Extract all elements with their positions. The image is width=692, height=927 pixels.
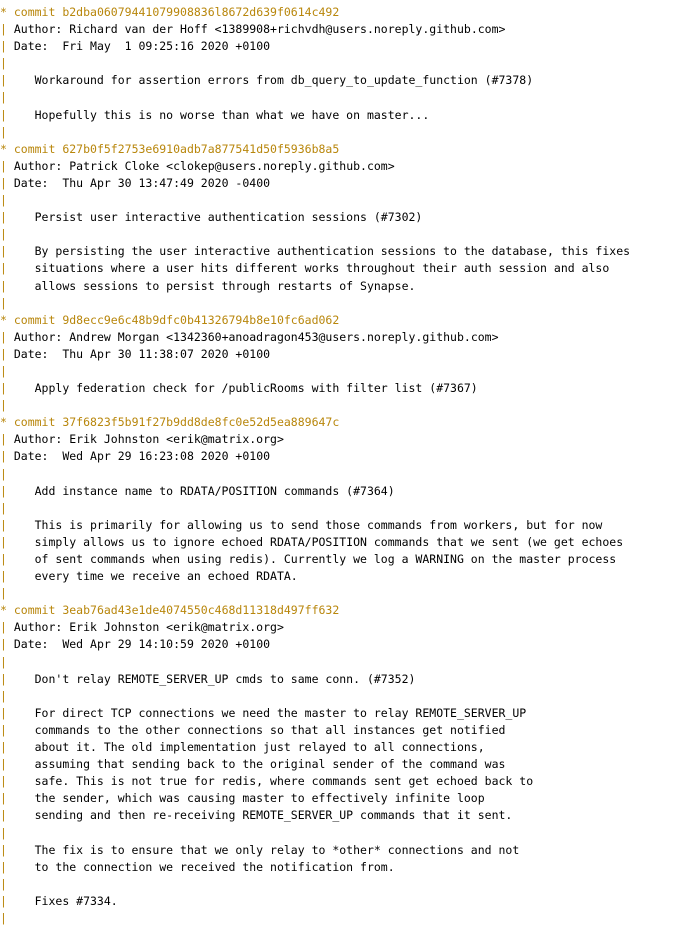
commit-date-line	[0, 636, 692, 653]
message-text: simply allows us to ignore echoed RDATA/POSITION commands that we sent (we get echoes	[34, 534, 624, 549]
message-text: Apply federation check for /publicRooms with filter list (#7367)	[34, 381, 478, 396]
commit-author-line	[0, 158, 692, 175]
commit-keyword: commit	[13, 141, 63, 156]
commit-header-line	[0, 414, 692, 431]
graph-pipe: |	[0, 842, 35, 857]
graph-pipe: |	[0, 22, 14, 37]
commit-keyword: commit	[13, 312, 63, 327]
commit-blank-line	[0, 654, 692, 671]
commit-message-line	[0, 209, 692, 226]
commit-header-line	[0, 141, 692, 158]
commit-blank-line	[0, 55, 692, 72]
message-text: By persisting the user interactive authentication sessions to the database, this fixes	[34, 244, 631, 259]
graph-pipe: |	[0, 56, 7, 71]
graph-pipe: |	[0, 876, 7, 891]
graph-pipe: |	[0, 398, 7, 413]
message-text: every time we receive an echoed RDATA.	[34, 569, 298, 584]
commit-blank-line	[0, 688, 692, 705]
commit-date-line	[0, 448, 692, 465]
author-label: Author:	[13, 22, 70, 37]
commit-keyword: commit	[13, 603, 63, 618]
message-text: assuming that sending back to the original sender of the command was	[34, 757, 506, 772]
author-value: Erik Johnston <erik@matrix.org>	[69, 432, 284, 447]
graph-pipe: |	[0, 278, 35, 293]
graph-pipe: |	[0, 620, 14, 635]
commit-message-line	[0, 756, 692, 773]
message-text: Fixes #7334.	[34, 893, 118, 908]
graph-pipe: |	[0, 124, 7, 139]
message-text: sending and then re-receiving REMOTE_SERVER_UP commands that it sent.	[34, 808, 513, 823]
commit-header-line	[0, 312, 692, 329]
graph-pipe: |	[0, 90, 7, 105]
commit-hash: b2dba06079441079908836l8672d639f0614c492	[62, 5, 340, 19]
graph-star: *	[0, 141, 14, 156]
commit-message-line	[0, 807, 692, 824]
message-text: Hopefully this is no worse than what we have on master...	[34, 107, 430, 122]
commit-message-line	[0, 517, 692, 534]
author-label: Author:	[13, 620, 70, 635]
commit-date-line	[0, 38, 692, 55]
commit-blank-line	[0, 500, 692, 517]
message-text: Add instance name to RDATA/POSITION commands (#7364)	[34, 483, 395, 498]
commit-message-line	[0, 243, 692, 260]
graph-pipe: |	[0, 774, 35, 789]
message-text: allows sessions to persist through restarts of Synapse.	[34, 278, 416, 293]
graph-pipe: |	[0, 740, 35, 755]
graph-pipe: |	[0, 791, 35, 806]
commit-blank-line	[0, 466, 692, 483]
graph-pipe: |	[0, 158, 14, 173]
commit-date-line	[0, 346, 692, 363]
graph-pipe: |	[0, 808, 35, 823]
date-value: Fri May 1 09:25:16 2020 +0100	[48, 39, 271, 54]
graph-pipe: |	[0, 637, 14, 652]
commit-keyword: commit	[13, 5, 63, 19]
graph-pipe: |	[0, 722, 35, 737]
commit-message-line	[0, 483, 692, 500]
commit-message-line	[0, 380, 692, 397]
message-text: the sender, which was causing master to effectively infinite loop	[34, 791, 485, 806]
author-label: Author:	[13, 158, 70, 173]
date-label: Date:	[13, 175, 49, 190]
graph-pipe: |	[0, 244, 35, 259]
commit-blank-line	[0, 910, 692, 927]
graph-pipe: |	[0, 73, 35, 88]
graph-pipe: |	[0, 210, 35, 225]
commit-hash: 37f6823f5b91f27b9dd8de8fc0e52d5ea889647c	[62, 415, 340, 430]
graph-pipe: |	[0, 175, 14, 190]
commit-message-line	[0, 72, 692, 89]
message-text: about it. The old implementation just relayed to all connections,	[34, 740, 485, 755]
graph-pipe: |	[0, 757, 35, 772]
message-text: of sent commands when using redis). Currently we log a WARNING on the master process	[34, 552, 617, 566]
commit-blank-line	[0, 89, 692, 106]
graph-star: *	[0, 5, 14, 19]
commit-message-line	[0, 107, 692, 124]
date-value: Thu Apr 30 13:47:49 2020 -0400	[48, 175, 271, 190]
commit-message-line	[0, 260, 692, 277]
message-text: For direct TCP connections we need the master to relay REMOTE_SERVER_UP	[34, 705, 527, 720]
commit-hash: 3eab76ad43e1de4074550c468d11318d497ff632	[62, 603, 340, 618]
author-label: Author:	[13, 432, 70, 447]
graph-pipe: |	[0, 227, 7, 242]
commit-message-line	[0, 705, 692, 722]
graph-pipe: |	[0, 586, 7, 601]
commit-blank-line	[0, 585, 692, 602]
date-label: Date:	[13, 39, 49, 54]
graph-pipe: |	[0, 705, 35, 720]
date-value: Thu Apr 30 11:38:07 2020 +0100	[48, 346, 271, 361]
graph-pipe: |	[0, 261, 35, 276]
commit-blank-line	[0, 124, 692, 141]
author-value: Andrew Morgan <1342360+anoadragon453@users.noreply.github.com>	[69, 329, 499, 344]
message-text: Don't relay REMOTE_SERVER_UP cmds to same conn. (#7352)	[34, 671, 416, 686]
graph-pipe: |	[0, 671, 35, 686]
commit-message-line	[0, 722, 692, 739]
author-label: Author:	[13, 329, 70, 344]
graph-pipe: |	[0, 363, 7, 378]
author-value: Erik Johnston <erik@matrix.org>	[69, 620, 284, 635]
graph-pipe: |	[0, 552, 35, 566]
graph-pipe: |	[0, 329, 14, 344]
message-text: The fix is to ensure that we only relay to *other* connections and not	[34, 842, 520, 857]
graph-pipe: |	[0, 825, 7, 840]
graph-pipe: |	[0, 381, 35, 396]
message-text: commands to the other connections so that all instances get notified	[34, 722, 506, 737]
commit-message-line	[0, 671, 692, 688]
message-text: Workaround for assertion errors from db_query_to_update_function (#7378)	[34, 73, 534, 88]
commit-message-line	[0, 739, 692, 756]
date-label: Date:	[13, 346, 49, 361]
graph-pipe: |	[0, 688, 7, 703]
graph-pipe: |	[0, 859, 35, 874]
commit-message-line	[0, 568, 692, 585]
graph-pipe: |	[0, 295, 7, 310]
graph-pipe: |	[0, 500, 7, 515]
commit-author-line	[0, 431, 692, 448]
graph-pipe: |	[0, 107, 35, 122]
commit-message-line	[0, 534, 692, 551]
commit-message-line	[0, 790, 692, 807]
commit-blank-line	[0, 226, 692, 243]
commit-message-line	[0, 551, 692, 568]
graph-star: *	[0, 603, 14, 618]
graph-pipe: |	[0, 517, 35, 532]
graph-pipe: |	[0, 449, 14, 464]
commit-header-line	[0, 602, 692, 619]
commit-message-line	[0, 893, 692, 910]
graph-pipe: |	[0, 39, 14, 54]
date-value: Wed Apr 29 16:23:08 2020 +0100	[48, 449, 271, 464]
message-text: safe. This is not true for redis, where commands sent get echoed back to	[34, 774, 534, 789]
commit-header-line	[0, 4, 692, 21]
graph-pipe: |	[0, 346, 14, 361]
author-value: Patrick Cloke <clokep@users.noreply.github.com>	[69, 158, 395, 173]
date-label: Date:	[13, 637, 49, 652]
message-text: Persist user interactive authentication sessions (#7302)	[34, 210, 423, 225]
graph-pipe: |	[0, 466, 7, 481]
message-text: to the connection we received the notification from.	[34, 859, 395, 874]
date-label: Date:	[13, 449, 49, 464]
graph-pipe: |	[0, 569, 35, 584]
commit-blank-line	[0, 363, 692, 380]
commit-message-line	[0, 278, 692, 295]
commit-hash: 9d8ecc9e6c48b9dfc0b41326794b8e10fc6ad062	[62, 312, 340, 327]
graph-pipe: |	[0, 910, 7, 925]
graph-pipe: |	[0, 193, 7, 208]
author-value: Richard van der Hoff <1389908+richvdh@users.noreply.github.com>	[69, 22, 506, 37]
graph-pipe: |	[0, 893, 35, 908]
commit-date-line	[0, 175, 692, 192]
commit-hash: 627b0f5f2753e6910adb7a877541d50f5936b8a5	[62, 141, 340, 156]
date-value: Wed Apr 29 14:10:59 2020 +0100	[48, 637, 271, 652]
commit-message-line	[0, 773, 692, 790]
commit-blank-line	[0, 397, 692, 414]
commit-message-line	[0, 859, 692, 876]
graph-star: *	[0, 312, 14, 327]
graph-pipe: |	[0, 483, 35, 498]
graph-pipe: |	[0, 432, 14, 447]
commit-keyword: commit	[13, 415, 63, 430]
commit-author-line	[0, 21, 692, 38]
commit-blank-line	[0, 192, 692, 209]
message-text: This is primarily for allowing us to send those commands from workers, but for now	[34, 517, 603, 532]
graph-star: *	[0, 415, 14, 430]
commit-blank-line	[0, 825, 692, 842]
commit-author-line	[0, 619, 692, 636]
message-text: situations where a user hits different works throughout their auth session and also	[34, 261, 610, 276]
commit-author-line	[0, 329, 692, 346]
commit-blank-line	[0, 876, 692, 893]
graph-pipe: |	[0, 534, 35, 549]
graph-pipe: |	[0, 654, 7, 669]
commit-blank-line	[0, 295, 692, 312]
commit-message-line	[0, 842, 692, 859]
